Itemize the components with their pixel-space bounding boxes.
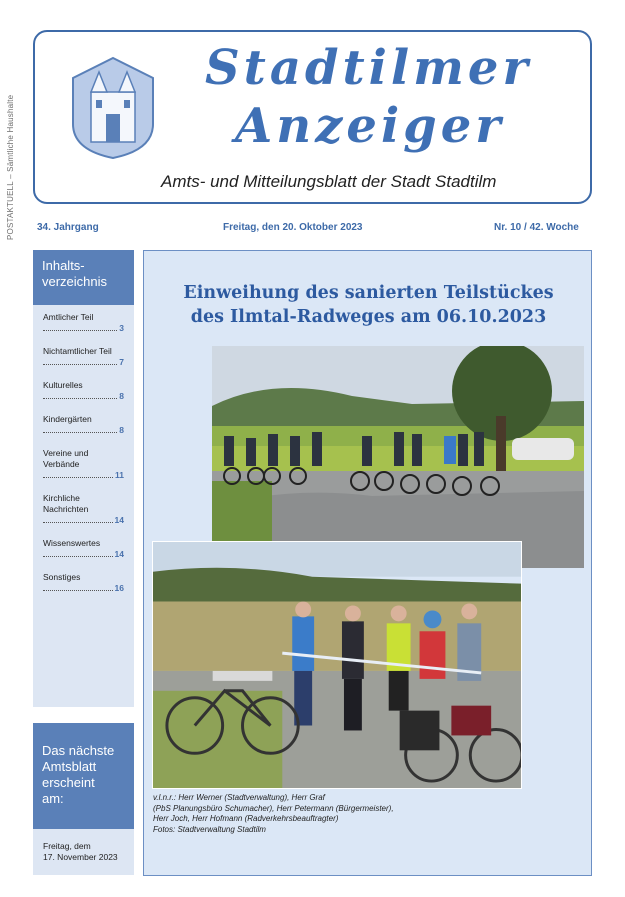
toc-item <box>43 493 124 526</box>
newspaper-title-line-1: Stadtilmer <box>205 40 532 96</box>
toc-page-number: 11 <box>115 470 124 480</box>
toc-leader-row <box>43 425 124 436</box>
next-issue-title: Das nächste Amtsblatt erscheint am: <box>33 723 134 829</box>
toc-item <box>43 448 124 481</box>
town-crest-icon <box>69 54 157 162</box>
toc-dot-leader <box>43 583 113 591</box>
toc-item <box>43 572 124 594</box>
toc-item-label: Nichtamtlicher Teil <box>43 346 112 356</box>
toc-item-label: Kindergärten <box>43 414 92 424</box>
toc-leader-row <box>43 391 124 402</box>
toc-page-number: 14 <box>114 549 124 559</box>
toc-item-label: Sonstiges <box>43 572 81 582</box>
photo-ribbon-cutting <box>152 541 522 789</box>
toc-dot-leader <box>43 515 113 523</box>
issue-date: Freitag, den 20. Oktober 2023 <box>223 222 363 233</box>
toc-leader-row <box>43 515 124 526</box>
toc-item <box>43 312 124 334</box>
photo-cyclists-group <box>212 346 584 568</box>
toc-item-label: Amtlicher Teil <box>43 312 94 322</box>
table-of-contents <box>33 250 134 707</box>
toc-leader-row <box>43 549 124 560</box>
distribution-label: POSTAKTUELL – Sämtliche Haushalte <box>6 94 15 240</box>
toc-leader-row <box>43 583 124 594</box>
toc-page-number: 7 <box>119 357 124 367</box>
toc-list <box>33 305 134 594</box>
toc-leader-row <box>43 323 124 334</box>
toc-page-number: 16 <box>114 583 124 593</box>
volume-label: 34. Jahrgang <box>37 222 99 233</box>
toc-dot-leader <box>43 425 117 433</box>
toc-leader-row <box>43 357 124 368</box>
toc-item <box>43 380 124 402</box>
toc-item <box>43 414 124 436</box>
toc-leader-row <box>43 470 124 481</box>
toc-page-number: 8 <box>119 425 124 435</box>
lead-article <box>143 250 592 876</box>
toc-page-number: 8 <box>119 391 124 401</box>
toc-item-label: Kirchliche Nachrichten <box>43 493 89 514</box>
toc-page-number: 3 <box>119 323 124 333</box>
toc-page-number: 14 <box>114 515 124 525</box>
photo-caption: v.l.n.r.: Herr Werner (Stadtverwaltung), Herr Graf (PbS Planungsbüro Schumacher), Herr Petermann (Bürgermeister), Herr Joch, Herr Hofmann (Radverkehrsbeauftragter) Fotos: Stadtverwaltung Stadtilm <box>153 793 394 834</box>
issue-number: Nr. 10 / 42. Woche <box>494 222 579 233</box>
toc-item-label: Vereine und Verbände <box>43 448 89 469</box>
next-issue-box <box>33 723 134 875</box>
toc-dot-leader <box>43 323 117 331</box>
masthead <box>33 30 592 204</box>
toc-item <box>43 538 124 560</box>
article-headline: Einweihung des sanierten Teilstückes des Ilmtal-Radweges am 06.10.2023 <box>183 283 554 327</box>
toc-dot-leader <box>43 391 117 399</box>
toc-item <box>43 346 124 368</box>
toc-dot-leader <box>43 470 113 478</box>
toc-dot-leader <box>43 357 117 365</box>
newspaper-subtitle: Amts- und Mitteilungsblatt der Stadt Stadtilm <box>161 172 497 191</box>
toc-item-label: Kulturelles <box>43 380 83 390</box>
toc-item-label: Wissenswertes <box>43 538 101 548</box>
newspaper-title-line-2: Anzeiger <box>235 98 505 154</box>
next-issue-date: Freitag, dem 17. November 2023 <box>43 841 118 862</box>
toc-dot-leader <box>43 549 113 557</box>
toc-title: Inhalts- verzeichnis <box>33 250 134 305</box>
